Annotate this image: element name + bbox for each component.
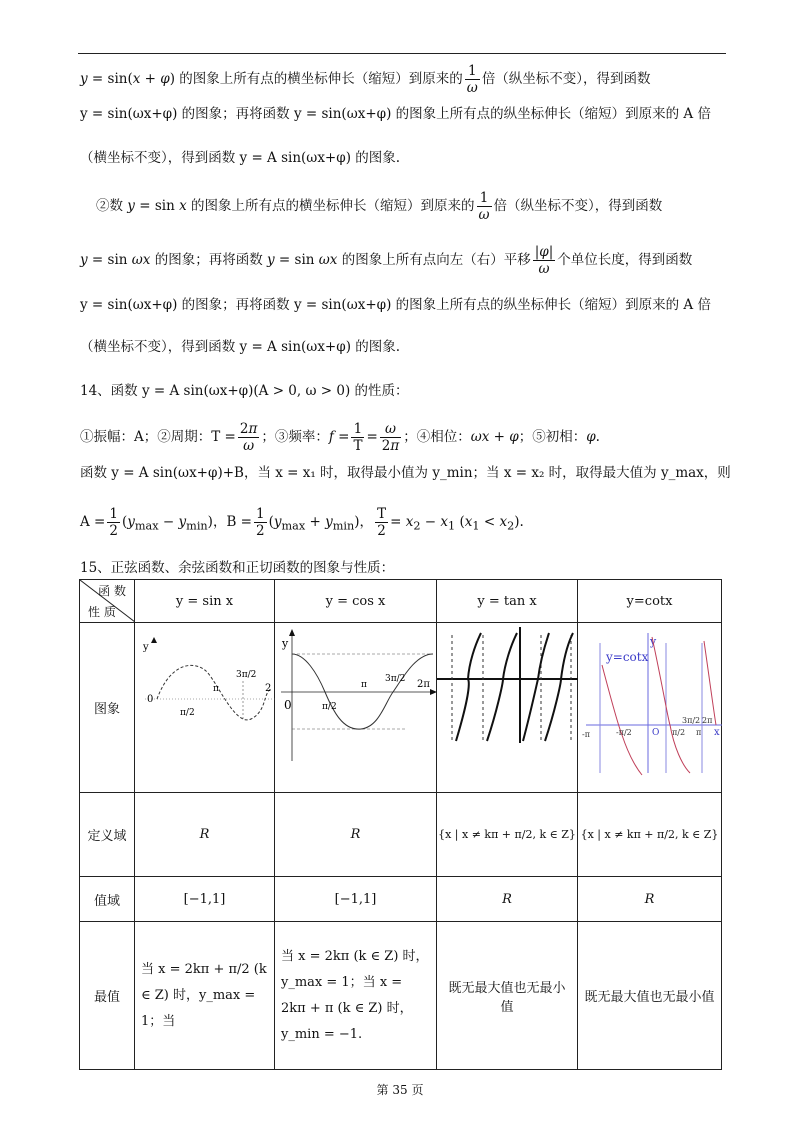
domain-cot: {x | x ≠ kπ + π/2, k ∈ Z}	[578, 793, 722, 877]
column-header-sin: y = sin x	[135, 580, 275, 623]
section-15-heading: 15、正弦函数、余弦函数和正切函数的图象与性质：	[80, 560, 395, 576]
cot-pi-half-label: π/2	[672, 728, 686, 737]
cot-graph-cell	[578, 623, 722, 793]
sin-graph-cell	[135, 623, 275, 793]
domain-sin-value: R	[199, 827, 210, 842]
cos-graph-cell	[275, 623, 437, 793]
cos-y-label: y	[282, 637, 289, 650]
sin-y-label: y	[143, 642, 149, 653]
table-header-row	[80, 580, 722, 623]
cos-curve	[292, 654, 433, 729]
cot-neg-pi-half-label: -π/2	[616, 728, 632, 737]
corner-label-property: 性 质	[88, 605, 116, 619]
text-line-10: 函数 y = A sin(ωx+φ)+B，当 x = x₁ 时，取得最小值为 y_min；当 x = x₂ 时，取得最大值为 y_max，则	[80, 465, 731, 481]
tan-graph-cell	[437, 623, 578, 793]
table-row-extrema	[80, 922, 722, 1070]
text-line-11: A = $\frac{1}{2}$ $(y_{max} - y_{min})$，B = $\frac{1}{2}$ $(y_{max} + y_{min})$， $\frac{T}{2}$ = $x_2 - x_1$ $(x_1 < x_2)$.	[80, 506, 524, 539]
sin-two-pi-label: 2	[265, 683, 272, 694]
cot-title-label: y=cotx	[606, 650, 649, 664]
extrema-cot: 既无最大值也无最小值	[578, 922, 722, 1070]
extrema-sin: 当 x = 2kπ + π/2 (k ∈ Z) 时，y_max = 1；当	[135, 922, 275, 1070]
tan-graph	[437, 623, 578, 792]
domain-tan: {x | x ≠ kπ + π/2, k ∈ Z}	[437, 793, 578, 877]
cot-pi-label: π	[696, 728, 702, 737]
range-tan-value: R	[502, 891, 512, 907]
cot-x-label: x	[714, 727, 720, 738]
corner-label-function: 函 数	[98, 584, 126, 598]
table-row-graph	[80, 623, 722, 793]
extrema-tan: 既无最大值也无最小值	[437, 922, 578, 1070]
range-cot	[578, 877, 722, 922]
cot-three-pi-half-label: 3π/2	[682, 716, 701, 725]
domain-cos	[275, 793, 437, 877]
cos-pi-half-label: π/2	[322, 702, 337, 712]
cot-two-pi-label: 2π	[702, 716, 713, 725]
cos-origin-label: 0	[284, 698, 292, 712]
section-14-heading: 14、函数 y = A sin(ωx+φ)(A > 0, ω > 0) 的性质：	[80, 383, 409, 399]
extrema-cos: 当 x = 2kπ (k ∈ Z) 时，y_max = 1；当 x = 2kπ + π (k ∈ Z) 时，y_min = −1.	[275, 922, 437, 1070]
cot-y-label: y	[650, 635, 657, 648]
text-line-5: y = sin ωx 的图象；再将函数 y = sin ωx 的图象上所有点向左（右）平移 $\frac{|\varphi|}{\omega}$ 个单位长度，得到函数	[80, 244, 693, 277]
page-number: 第 35 页	[376, 1083, 424, 1097]
domain-cos-value: R	[350, 827, 361, 842]
sin-origin-label: 0	[147, 694, 154, 705]
cos-three-pi-half-label: 3π/2	[385, 674, 406, 684]
sin-pi-label: π	[213, 684, 219, 694]
column-header-cos: y = cos x	[275, 580, 437, 623]
cot-origin-label: O	[652, 728, 660, 738]
sin-three-pi-half-label: 3π/2	[236, 670, 257, 680]
cot-neg-pi-label: -π	[582, 730, 590, 739]
sin-pi-half-label: π/2	[180, 708, 195, 718]
table-row-range	[80, 877, 722, 922]
trig-properties-table	[79, 579, 722, 1070]
text-line-9: ①振幅：A；②周期：T = $\frac{2\pi}{\omega}$ ；③频率：f = $\frac{1}{T}$ = $\frac{\omega}{2\pi}$ ；④相位：ωx + φ；⑤初相：φ.	[80, 421, 600, 454]
domain-sin	[135, 793, 275, 877]
row-label-domain: 定义域	[80, 793, 135, 877]
row-label-graph: 图象	[80, 623, 135, 793]
range-cot-value: R	[644, 891, 655, 907]
cot-graph	[578, 623, 722, 792]
text-line-1: y = sin(x + φ) 的图象上所有点的横坐标伸长（缩短）到原来的 $\frac{1}{\omega}$ 倍（纵坐标不变），得到函数	[80, 63, 651, 96]
cos-pi-label: π	[361, 680, 367, 690]
top-rule	[78, 53, 726, 54]
text-line-7: （横坐标不变），得到函数 y = A sin(ωx+φ) 的图象.	[80, 339, 401, 355]
header-corner-cell	[80, 580, 135, 623]
range-sin: [−1,1]	[135, 877, 275, 922]
text-line-4: ②数 y = sin x 的图象上所有点的横坐标伸长（缩短）到原来的 $\frac{1}{\omega}$ 倍（纵坐标不变），得到函数	[96, 190, 663, 223]
cos-two-pi-label: 2π	[417, 679, 430, 690]
column-header-cot: y=cotx	[578, 580, 722, 623]
row-label-range: 值域	[80, 877, 135, 922]
cos-graph	[275, 623, 437, 792]
row-label-extrema: 最值	[80, 922, 135, 1070]
sin-y-arrow	[151, 637, 157, 643]
text-line-3: （横坐标不变），得到函数 y = A sin(ωx+φ) 的图象.	[80, 150, 401, 166]
table-row-domain	[80, 793, 722, 877]
text-line-2: y = sin(ωx+φ) 的图象；再将函数 y = sin(ωx+φ) 的图象上所有点的纵坐标伸长（缩短）到原来的 A 倍	[80, 106, 711, 122]
range-cos: [−1,1]	[275, 877, 437, 922]
text-line-6: y = sin(ωx+φ) 的图象；再将函数 y = sin(ωx+φ) 的图象上所有点的纵坐标伸长（缩短）到原来的 A 倍	[80, 297, 711, 313]
column-header-tan: y = tan x	[437, 580, 578, 623]
sin-graph	[135, 623, 275, 792]
range-tan	[437, 877, 578, 922]
tan-curves	[456, 633, 573, 741]
